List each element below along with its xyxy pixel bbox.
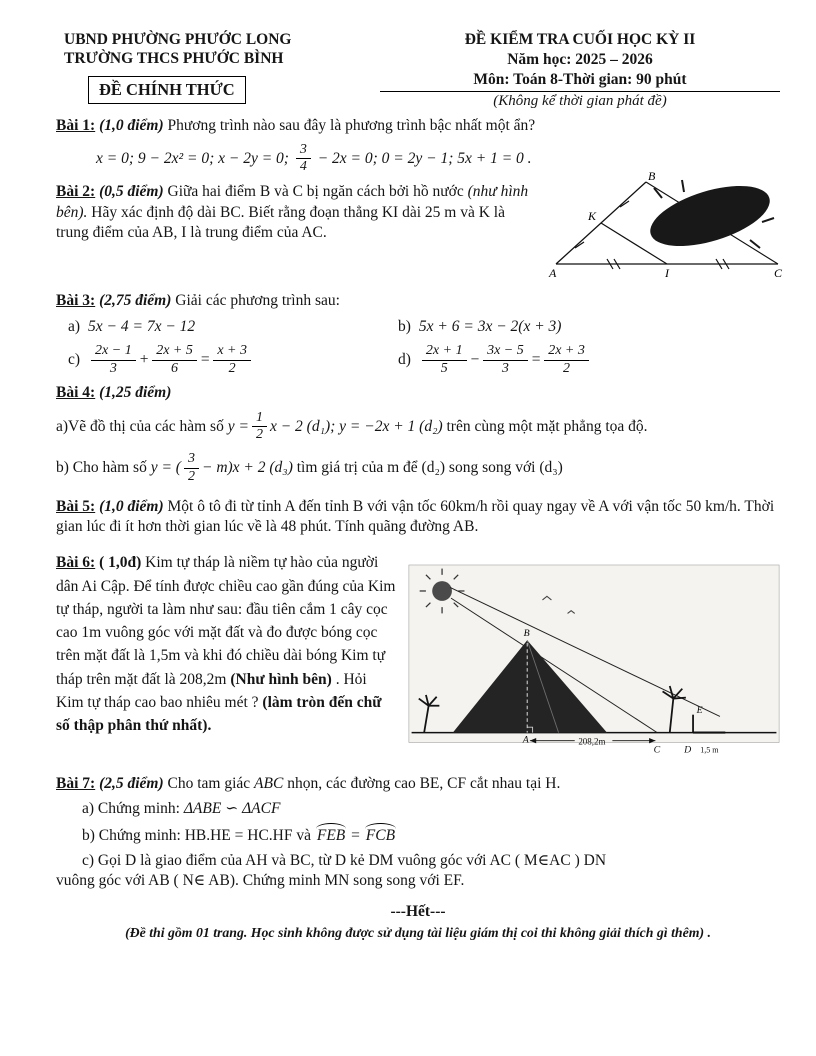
section-bai-5 xyxy=(56,497,780,538)
fraction-numerator: 3 xyxy=(187,451,195,467)
bai7-b-pre: b) Chứng minh: HB.HE = HC.HF và xyxy=(82,827,315,845)
fig6-label-b: B xyxy=(523,628,530,640)
bai6-bold2: (làm tròn đến chữ số thập phân thứ nhất). xyxy=(56,693,382,735)
fig2-label-a: A xyxy=(549,266,557,281)
section-bai-7 xyxy=(56,774,780,891)
bai7-label: Bài 7: xyxy=(56,775,96,793)
bai3-points: (2,75 điểm) xyxy=(99,292,172,310)
fraction xyxy=(252,411,267,443)
bai6-t2: . Hỏi Kim tự tháp cao bao nhiêu mét ? xyxy=(56,670,367,711)
fraction-numerator: 3x − 5 xyxy=(487,342,524,358)
fraction-numerator: x + 3 xyxy=(217,342,247,358)
fig6-label-d: D xyxy=(684,744,692,756)
eq-a-body: 5x − 4 = 7x − 12 xyxy=(88,317,196,335)
fraction-denominator: 2 xyxy=(544,360,589,377)
header-right xyxy=(380,30,780,112)
footer xyxy=(56,902,780,943)
eq-d-label: d) xyxy=(398,350,411,368)
exam-time-note: (Không kể thời gian phát đề) xyxy=(493,93,667,110)
bai7-item-c-line2: vuông góc với AB ( N∈ AB). Chứng minh MN song song với EF. xyxy=(56,872,465,890)
fraction-numerator: 1 xyxy=(255,409,263,425)
bai6-bold1: (Như hình bên) xyxy=(230,670,332,688)
equation-d xyxy=(398,344,780,376)
section-bai-4 xyxy=(56,383,780,484)
angle-feb: FEB xyxy=(315,823,347,846)
eq-b-body: 5x + 6 = 3x − 2(x + 3) xyxy=(418,317,562,335)
school-year: Năm học: 2025 – 2026 xyxy=(507,51,653,69)
fig2-label-k: K xyxy=(588,209,597,224)
bai7-item-a xyxy=(82,799,780,819)
bai6-layout xyxy=(56,551,780,767)
bai4-points: (1,25 điểm) xyxy=(99,384,172,402)
bai2-aside: (như hình bên). xyxy=(56,183,529,221)
bai2-points: (0,5 điểm) xyxy=(99,183,164,201)
fraction-denominator: 6 xyxy=(152,360,197,377)
bai4-label: Bài 4: xyxy=(56,384,96,402)
fig6-label-a: A xyxy=(522,734,529,746)
angle-fcb: FCB xyxy=(364,823,397,846)
end-marker: ---Hết--- xyxy=(390,902,446,920)
bai2-t2: Hãy xác định độ dài BC. Biết rằng đoạn thẳng KI dài 25 m và K là trung điểm của AB, I là trung điểm của AC. xyxy=(56,203,505,241)
fig2-label-b: B xyxy=(648,170,656,184)
bai6-label: Bài 6: xyxy=(56,554,96,572)
org-name: UBND PHƯỜNG PHƯỚC LONG xyxy=(64,31,292,48)
bai4-heading xyxy=(56,383,780,403)
fraction xyxy=(184,452,199,484)
fraction-numerator: 2x + 1 xyxy=(425,342,463,358)
bai4-item-b xyxy=(56,452,780,484)
bai5-text: Một ô tô đi từ tỉnh A đến tỉnh B với vận tốc 60km/h rồi quay ngay về A với vận tốc 50 km/h. Thời gian lúc đi ít hơn thời gian lúc về là 48 phút. Tính quãng đường AB. xyxy=(56,497,775,535)
bai1-heading xyxy=(56,116,780,136)
fraction-denominator: 3 xyxy=(91,360,136,377)
bai4-a-pre: a)Vẽ đồ thị của các hàm số xyxy=(56,417,228,435)
bai1-eq-pre: x = 0; 9 − 2x² = 0; x − 2y = 0; xyxy=(96,149,289,167)
bai7-a-math: ΔABE ∽ ΔACF xyxy=(183,799,281,817)
footer-note: (Đề thi gồm 01 trang. Học sinh không được sử dụng tài liệu giám thị coi thi không giải thích gì thêm) . xyxy=(125,925,711,941)
bai3-heading xyxy=(56,291,780,311)
equation-b xyxy=(398,317,780,337)
bai4-b-math1: y = ( xyxy=(150,458,181,476)
fraction xyxy=(483,344,528,376)
bai3-label: Bài 3: xyxy=(56,292,96,310)
bai4-a-math1: y = xyxy=(227,417,249,435)
section-bai-1 xyxy=(56,116,780,175)
fraction xyxy=(296,143,311,175)
eq-b-label: b) xyxy=(398,317,411,335)
bai4-b-post: tìm giá trị của m để (d₂) song song với (d₃) xyxy=(292,458,563,476)
fig2-label-c: C xyxy=(774,266,783,281)
fraction xyxy=(152,344,197,376)
operator: = xyxy=(199,350,211,368)
operator: = xyxy=(530,350,542,368)
fig6-dim-pole: 1,5 m xyxy=(700,745,719,755)
bai5-label: Bài 5: xyxy=(56,497,96,515)
fraction xyxy=(213,344,251,376)
fraction-numerator: 3 xyxy=(299,141,307,157)
fig2-label-i: I xyxy=(665,266,669,281)
bai7-heading xyxy=(56,774,780,794)
header xyxy=(56,30,780,112)
fraction-numerator: 2x + 5 xyxy=(156,342,193,358)
official-exam-stamp: ĐỀ CHÍNH THỨC xyxy=(88,76,246,104)
section-bai-2 xyxy=(56,170,783,284)
operator: + xyxy=(138,350,150,368)
bai1-eq-post: − 2x = 0; 0 = 2y − 1; 5x + 1 = 0 . xyxy=(317,149,532,167)
bai5-points: (1,0 điểm) xyxy=(99,497,164,515)
bai4-a-post: trên cùng một mặt phẳng tọa độ. xyxy=(442,417,648,435)
bai3-equations xyxy=(68,317,780,377)
bai7-item-c-line1: c) Gọi D là giao điểm của AH và BC, từ D kẻ DM vuông góc với AC ( M∈AC ) DN xyxy=(82,851,607,869)
section-bai-6 xyxy=(56,551,780,767)
triangle-lake-figure xyxy=(544,170,788,280)
eq-a-label: a) xyxy=(68,317,81,335)
bai1-label: Bài 1: xyxy=(56,117,96,135)
fraction-numerator: 2x + 3 xyxy=(548,342,585,358)
fraction-denominator: 3 xyxy=(483,360,528,377)
fraction xyxy=(544,344,589,376)
fig6-label-e: E xyxy=(696,705,703,717)
fig6-dim-main: 208,2m xyxy=(578,736,606,747)
equation-c xyxy=(68,344,398,376)
bai6-text xyxy=(56,551,398,767)
bai1-question: Phương trình nào sau đây là phương trình bậc nhất một ẩn? xyxy=(167,117,536,135)
bai4-a-math2: x − 2 (d₁); y = −2x + 1 (d₂) xyxy=(269,417,443,435)
fraction xyxy=(422,344,467,376)
bai7-b-mid: = xyxy=(347,827,364,845)
fraction-denominator: 5 xyxy=(422,360,467,377)
bai7-a-pre: a) Chứng minh: xyxy=(82,799,184,817)
bai4-b-math2: − m)x + 2 (d₃) xyxy=(201,458,293,476)
fraction-denominator: 2 xyxy=(252,426,267,443)
eq-c-label: c) xyxy=(68,350,81,368)
bai7-intro-pre: Cho tam giác xyxy=(167,775,255,793)
bai7-points: (2,5 điểm) xyxy=(99,775,164,793)
bai4-b-pre: b) Cho hàm số xyxy=(56,458,151,476)
header-left xyxy=(56,30,364,112)
pyramid-figure xyxy=(408,553,780,767)
school-name: TRƯỜNG THCS PHƯỚC BÌNH xyxy=(64,50,284,68)
equation-a xyxy=(68,317,398,337)
section-bai-3 xyxy=(56,291,780,376)
bai7-intro-post: nhọn, các đường cao BE, CF cắt nhau tại H. xyxy=(283,775,561,793)
fraction xyxy=(91,344,136,376)
subject-duration: Môn: Toán 8-Thời gian: 90 phút xyxy=(380,70,780,92)
bai2-text xyxy=(56,182,532,243)
exam-title: ĐỀ KIỂM TRA CUỐI HỌC KỲ II xyxy=(464,31,696,48)
bai6-points: ( 1,0đ) xyxy=(99,554,142,572)
fraction-denominator: 4 xyxy=(296,158,311,175)
fraction-denominator: 2 xyxy=(184,468,199,485)
bai3-text: Giải các phương trình sau: xyxy=(175,292,340,310)
fig6-label-c: C xyxy=(653,744,661,756)
fraction-denominator: 2 xyxy=(213,360,251,377)
bai7-intro-math: ABC xyxy=(254,775,284,793)
bai6-t1: Kim tự tháp là niềm tự hào của người dân Ai Cập. Để tính được chiều cao gần đúng của Kim tự tháp, người ta làm như sau: đầu tiên cắm 1 cây cọc cao 1m vuông góc với mặt đất và đo được bóng cọc trên mặt đất là 1,5m và khi đó chiều dài bóng Kim tự tháp trên mặt đất là 208,2m xyxy=(56,554,396,688)
bai5-paragraph xyxy=(56,497,780,538)
bai4-item-a xyxy=(56,411,780,443)
bai2-t1: Giữa hai điểm B và C bị ngăn cách bởi hồ nước xyxy=(167,183,468,201)
bai1-points: (1,0 điểm) xyxy=(99,117,164,135)
bai7-item-b xyxy=(82,823,780,846)
fraction-numerator: 2x − 1 xyxy=(95,342,132,358)
bai2-label: Bài 2: xyxy=(56,183,96,201)
operator: − xyxy=(469,350,481,368)
